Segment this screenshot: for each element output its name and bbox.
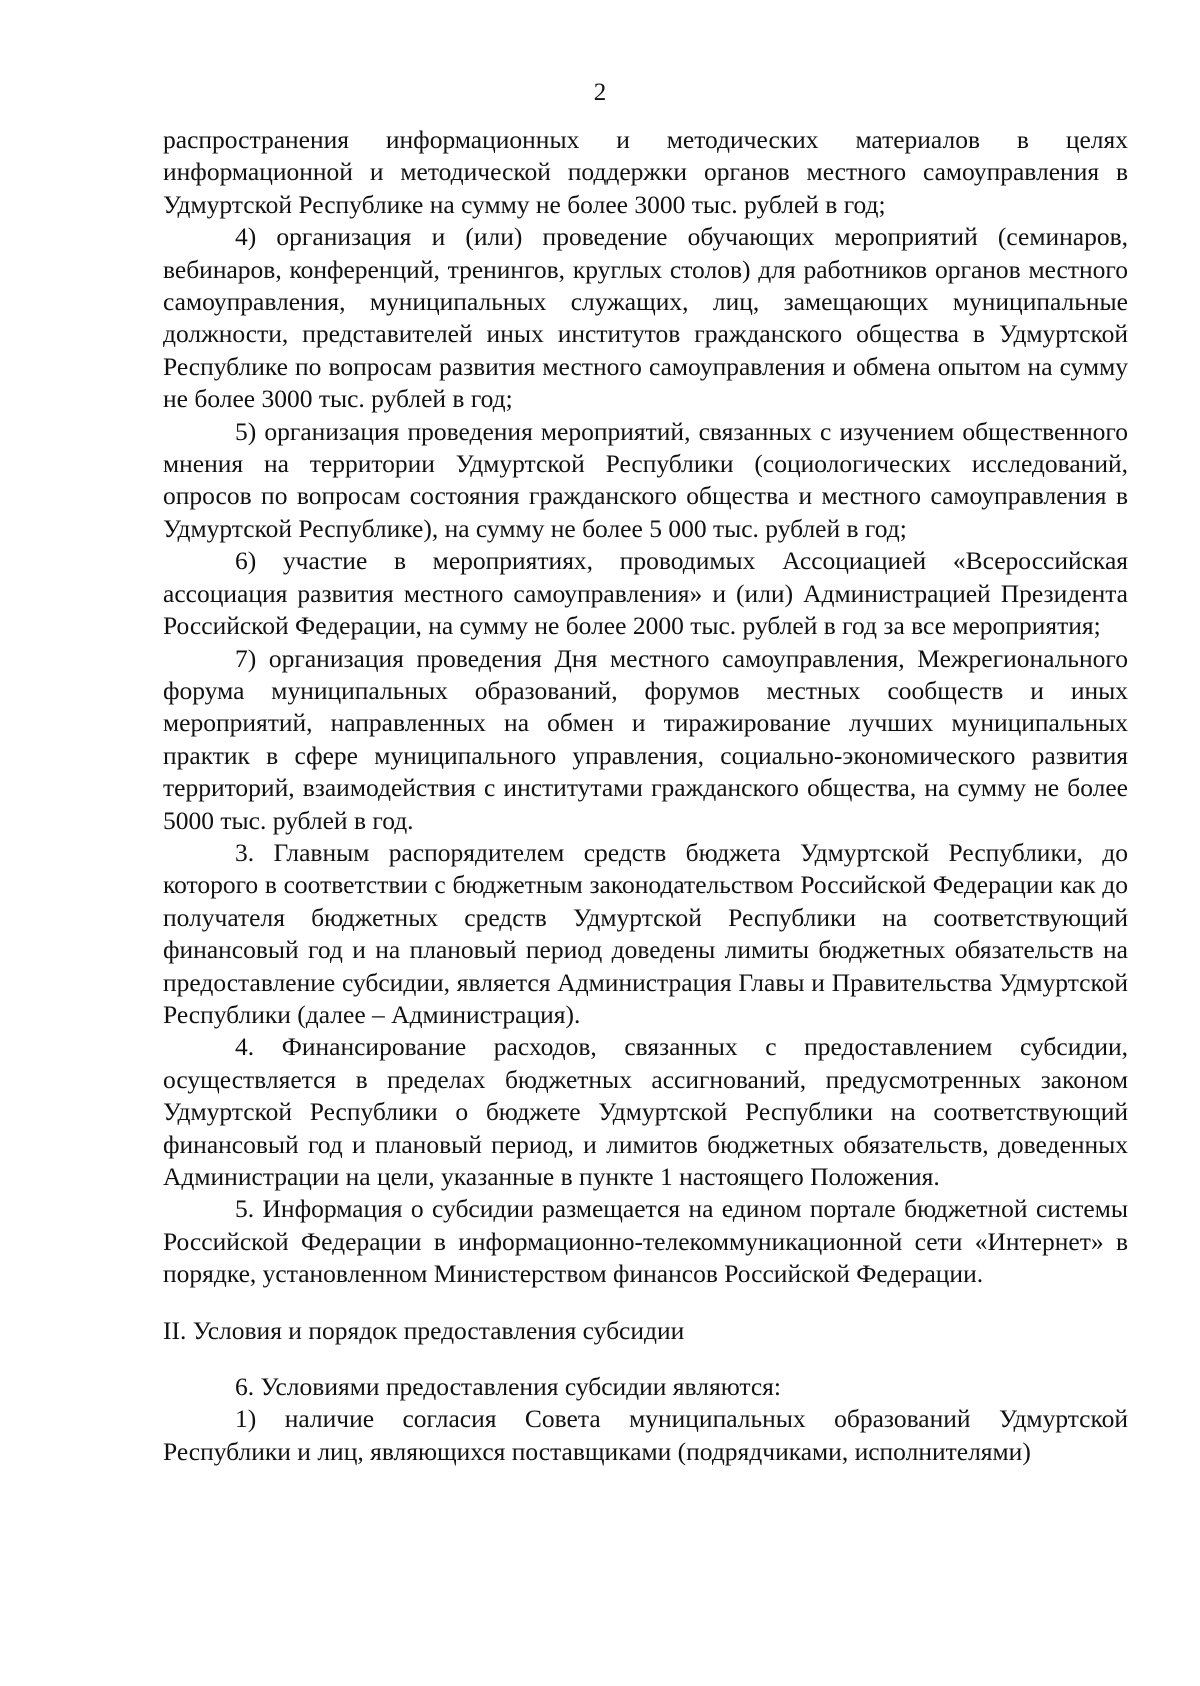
section-heading: II. Условия и порядок предоставления субсидии xyxy=(163,1315,685,1345)
paragraph-clause-4: 4. Финансирование расходов, связанных с предоставлением субсидии, осуществляется в пределах бюджетных ассигнований, предусмотренных законом Удмуртской Республики о бюджете Удмуртской Республики на соответствующий финансовый год и плановый период, и лимитов бюджетных обязательств, доведенных Администрации на цели, указанные в пункте 1 настоящего Положения. xyxy=(163,1032,1128,1191)
paragraph-clause-3: 3. Главным распорядителем средств бюджета Удмуртской Республики, до которого в соответствии с бюджетным законодательством Российской Федерации как до получателя бюджетных средств Удмуртской Республики на соответствующий финансовый год и на плановый период доведены лимиты бюджетных обязательств на предоставление субсидии, является Администрация Главы и Правительства Удмуртской Республики (далее – Администрация). xyxy=(163,837,1128,1029)
paragraph-clause-5: 5. Информация о субсидии размещается на едином портале бюджетной системы Российской Федерации в информационно-телекоммуникационной сети «Интернет» в порядке, установленном Министерством финансов Российской Федерации. xyxy=(163,1194,1128,1289)
paragraph-continuation: распространения информационных и методических материалов в целях информационной и методической поддержки органов местного самоуправления в Удмуртской Республике на сумму не более 3000 тыс. рублей в год; xyxy=(163,125,1128,219)
paragraph-item-7: 7) организация проведения Дня местного самоуправления, Межрегионального форума муниципальных образований, форумов местных сообществ и иных мероприятий, направленных на обмен и тиражирование лучших муниципальных практик в сфере муниципального управления, социально-экономического развития территорий, взаимодействия с институтами гражданского общества, на сумму не более 5000 тыс. рублей в год. xyxy=(163,643,1128,835)
paragraph-item-4: 4) организация и (или) проведение обучающих мероприятий (семинаров, вебинаров, конференций, тренингов, круглых столов) для работников органов местного самоуправления, муниципальных служащих, лиц, замещающих муниципальные должности, представителей иных институтов гражданского общества в Удмуртской Республике по вопросам развития местного самоуправления и обмена опытом на сумму не более 3000 тыс. рублей в год; xyxy=(163,222,1128,414)
paragraph-clause-6: 6. Условиями предоставления субсидии являются: xyxy=(235,1372,781,1402)
paragraph-item-5: 5) организация проведения мероприятий, связанных с изучением общественного мнения на территории Удмуртской Республики (социологических исследований, опросов по вопросам состояния гражданского общества и местного самоуправления в Удмуртской Республике), на сумму не более 5 000 тыс. рублей в год; xyxy=(163,416,1128,543)
paragraph-item-6: 6) участие в мероприятиях, проводимых Ассоциацией «Всероссийская ассоциация развития местного самоуправления» и (или) Администрацией Президента Российской Федерации, на сумму не более 2000 тыс. рублей в год за все мероприятия; xyxy=(163,546,1128,641)
document-body xyxy=(163,124,1128,1468)
paragraph-clause-6-item-1: 1) наличие согласия Совета муниципальных образований Удмуртской Республики и лиц, являющихся поставщиками (подрядчиками, исполнителями) xyxy=(163,1404,1128,1466)
page-number: 2 xyxy=(593,79,607,106)
